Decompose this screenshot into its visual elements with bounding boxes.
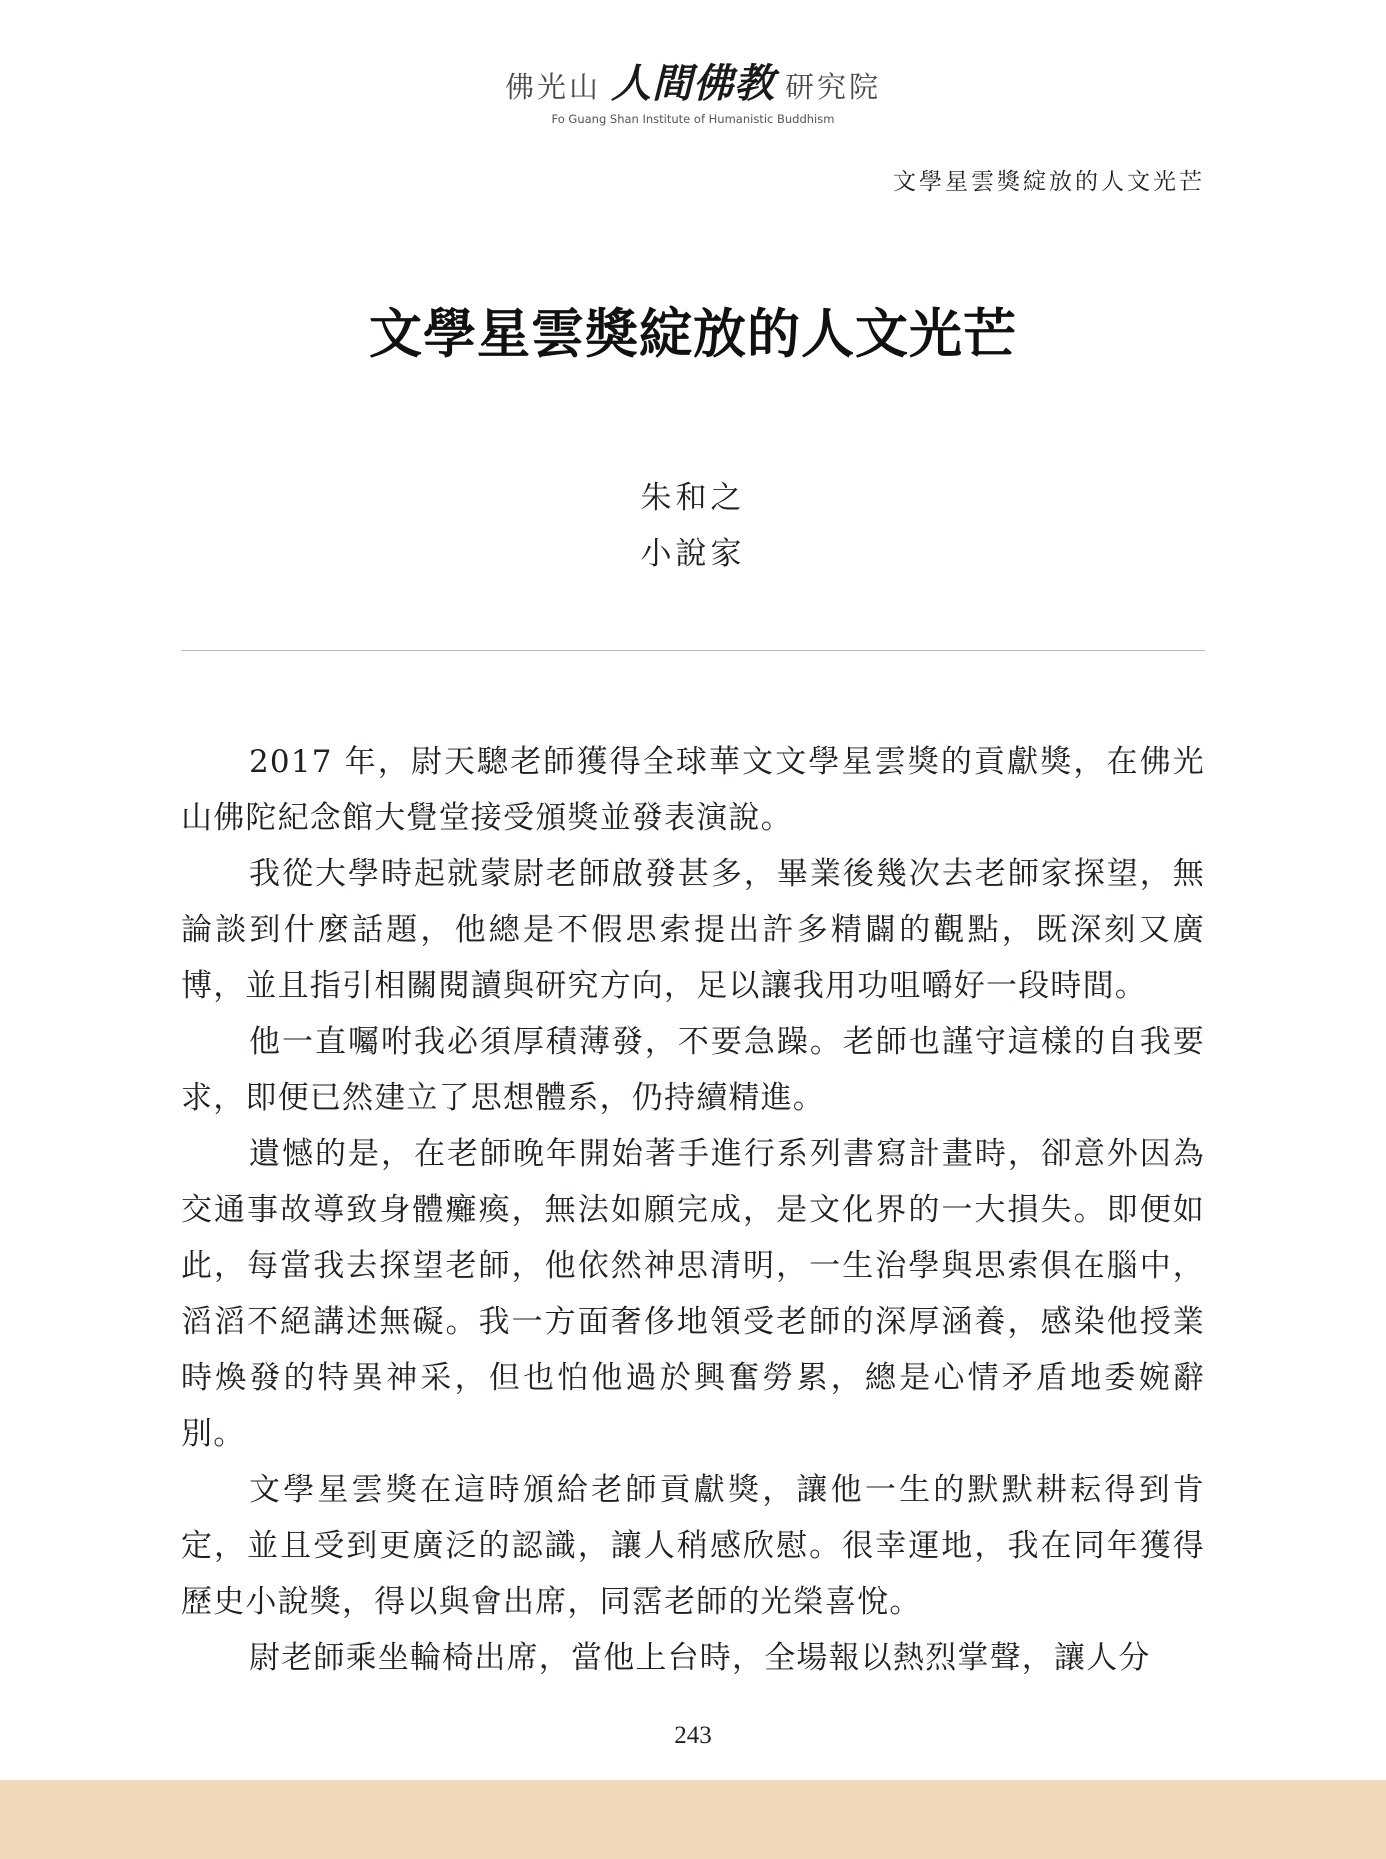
footer-band	[0, 1780, 1386, 1859]
paragraph: 尉老師乘坐輪椅出席，當他上台時，全場報以熱烈掌聲，讓人分	[249, 1640, 1151, 1676]
logo-english-subtitle: Fo Guang Shan Institute of Humanistic Buddhism	[551, 112, 835, 126]
running-header-title: 文學星雲獎綻放的人文光芒	[893, 169, 1205, 195]
article-body	[181, 734, 1205, 1686]
author-title: 小說家	[640, 536, 746, 572]
page-header	[0, 62, 1386, 126]
paragraph: 他一直囑咐我必須厚積薄發，不要急躁。老師也謹守這樣的自我要求，即便已然建立了思想體系，仍持續精進。	[181, 1024, 1205, 1116]
logo-calligraphy: 人間佛教	[611, 60, 775, 107]
paragraph: 我從大學時起就蒙尉老師啟發甚多，畢業後幾次去老師家探望，無論談到什麼話題，他總是不假思索提出許多精闢的觀點，既深刻又廣博，並且指引相關閱讀與研究方向，足以讓我用功咀嚼好一段時間。	[181, 856, 1205, 1004]
logo-text-right: 研究院	[785, 70, 882, 104]
article-title: 文學星雲獎綻放的人文光芒	[369, 303, 1017, 365]
logo-text-left: 佛光山	[504, 70, 601, 104]
paragraph: 2017 年，尉天驄老師獲得全球華文文學星雲獎的貢獻獎，在佛光山佛陀紀念館大覺堂接受頒獎並發表演說。	[181, 744, 1205, 836]
section-divider	[181, 650, 1205, 651]
paragraph: 文學星雲獎在這時頒給老師貢獻獎，讓他一生的默默耕耘得到肯定，並且受到更廣泛的認識，讓人稍感欣慰。很幸運地，我在同年獲得歷史小說獎，得以與會出席，同霑老師的光榮喜悅。	[181, 1472, 1205, 1620]
author-name: 朱和之	[640, 480, 746, 516]
author-block	[0, 470, 1386, 582]
page-number: 243	[674, 1722, 712, 1749]
institute-logo	[0, 62, 1386, 106]
paragraph: 遺憾的是，在老師晚年開始著手進行系列書寫計畫時，卻意外因為交通事故導致身體癱瘓，無法如願完成，是文化界的一大損失。即便如此，每當我去探望老師，他依然神思清明，一生治學與思索俱在腦中，滔滔不絕講述無礙。我一方面奢侈地領受老師的深厚涵養，感染他授業時煥發的特異神采，但也怕他過於興奮勞累，總是心情矛盾地委婉辭別。	[181, 1136, 1205, 1452]
